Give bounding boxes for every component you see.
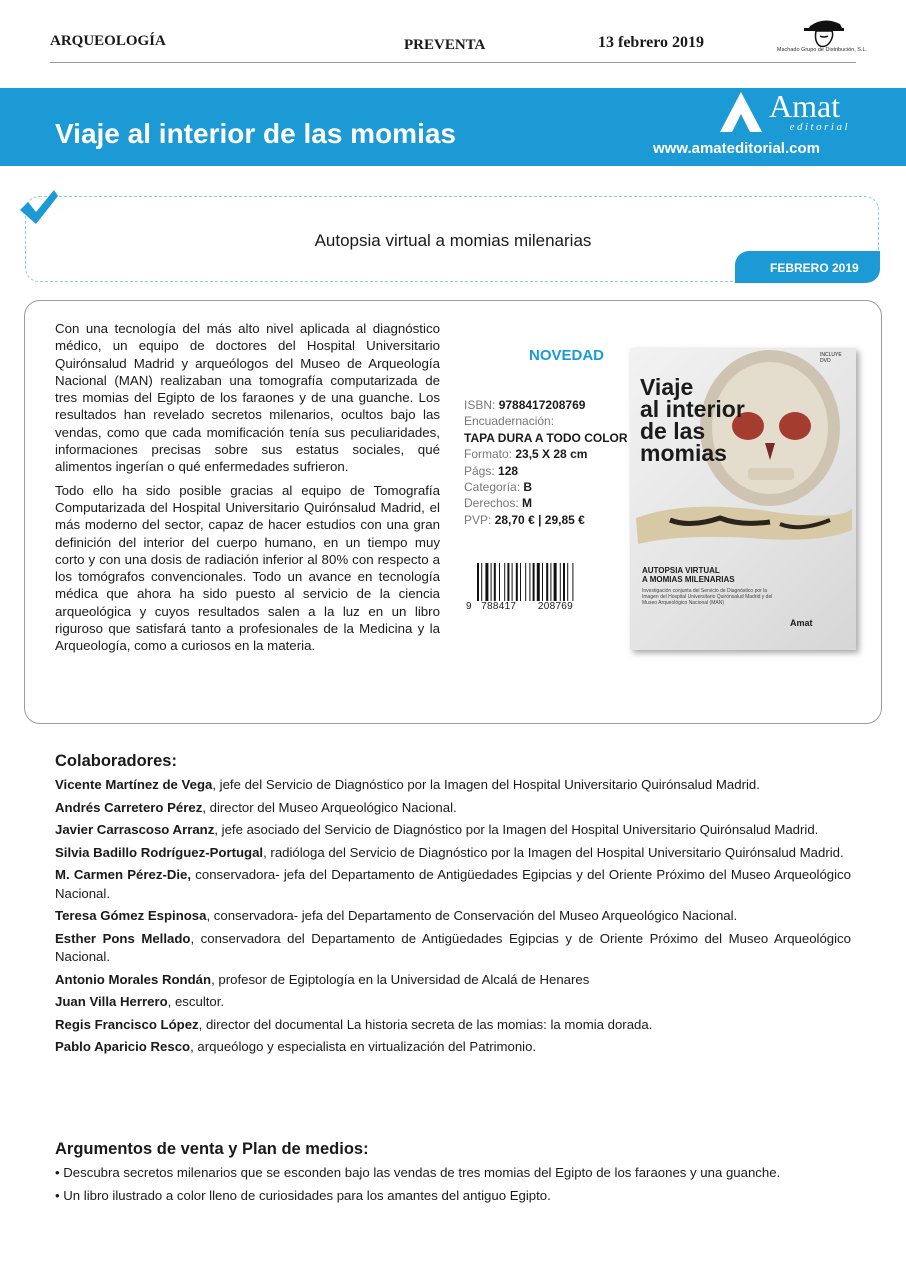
collaborator-item [55,930,851,966]
collaborator-name: Javier Carrascoso Arranz [55,822,215,838]
distributor-name: Machado Grupo de Distribución, S.L. [776,47,868,53]
book-specs [464,397,634,528]
header-divider [50,62,856,63]
collaborator-name: Esther Pons Mellado [55,930,191,946]
collaborator-name: Antonio Morales Rondán [55,971,212,987]
pages-value: 128 [498,463,519,478]
format-label: Formato: [464,447,513,462]
cover-logo: Amat [790,618,813,628]
collaborator-role: , radióloga del Servicio de Diagnóstico por la Imagen del Hospital Universitario Quirónsalud Madrid. [263,844,844,860]
cover-title-line: momias [640,440,727,466]
collaborator-item [55,821,851,839]
cover-subtitle [642,566,792,584]
arguments-list [55,1164,851,1209]
collaborator-item [55,971,851,989]
novedad-label: NOVEDAD [529,347,605,364]
publisher-sub: editorial [789,121,850,133]
description-paragraph: Todo ello ha sido posible gracias al equipo de Tomografía Computarizada del Hospital Universitario Quirónsalud Madrid, el más moderno del sector, capaz de hacer estudios con una gran definición del interior del cuerpo humano, en un tiempo muy corto y con una dosis de radiación inferior al 80% con respecto a los tomógrafos convencionales. Todo un avance en tecnología médica que ahora ha sido puesto al servicio de la ciencia arqueológica y cuyos resultados salen a la luz en un libro riguroso que satisfará tanto a profesionales de la Medicina y la Arqueología, como a curiosos en la materia. [55,482,440,654]
arguments-heading: Argumentos de venta y Plan de medios: [55,1140,369,1158]
barcode-digit-first: 9 [466,601,472,612]
argument-item: • Descubra secretos milenarios que se esconden bajo las vendas de tres momias del Egipto de los faraones y una guanche. [55,1165,781,1180]
collaborator-role: , jefe asociado del Servicio de Diagnóstico por la Imagen del Hospital Universitario Quirónsalud Madrid. [214,822,819,838]
collaborator-role: , director del Museo Arqueológico Nacional. [202,799,457,815]
collaborator-name: Vicente Martínez de Vega [55,777,213,792]
price-label: PVP: [464,512,492,527]
collaborator-name: Silvia Badillo Rodríguez-Portugal [55,844,264,860]
collaborator-item [55,799,851,817]
cover-dvd-label: INCLUYE DVD [820,352,842,364]
collaborator-item [55,866,851,902]
collaborator-role: , director del documental La historia secreta de las momias: la momia dorada. [198,1016,653,1032]
book-title: Viaje al interior de las momias [55,118,456,149]
month-label: FEBRERO 2019 [770,261,859,275]
collaborator-name: Teresa Gómez Espinosa [55,908,207,924]
cover-title-line: Viaje [640,374,694,400]
status-label: PREVENTA [404,37,486,53]
collaborator-name: Juan Villa Herrero [55,994,168,1010]
description-paragraph: Con una tecnología del más alto nivel aplicada al diagnóstico médico, un equipo de doctores del Hospital Universitario Quirónsalud Madrid y arqueólogos del Museo de Arqueología Nacional (MAN) realizaban una tomografía computarizada de tres momias del Egipto de los faraones y de una guanche. Los resultados han revelado secretos milenarios, ocultos bajo las vendas, como que cada momificación tenía sus peculiaridades, informaciones precisas sobre sus estatus sociales, qué alimentos ingerían o qué enfermedades sufrieron. [55,321,440,475]
cover-subtitle-line: AUTOPSIA VIRTUAL [642,566,720,575]
collaborator-item [55,1016,851,1034]
argument-item: • Un libro ilustrado a color lleno de curiosidades para los amantes del antiguo Egipto. [55,1187,551,1203]
amat-logo-icon [716,90,766,134]
isbn-value: 9788417208769 [498,398,586,412]
price-value: 28,70 € | 29,85 € [494,512,585,527]
barcode-digits-left: 788417 [481,601,517,612]
binding-value: TAPA DURA A TODO COLOR [464,430,628,445]
book-cover [630,348,856,650]
publisher-url[interactable]: www.amateditorial.com [653,140,820,157]
binding-label: Encuadernación: [464,414,555,429]
publisher-name: Amat [769,88,841,124]
barcode-icon [475,563,615,601]
collaborator-name: Regis Francisco López [55,1016,199,1032]
collaborator-role: , escultor. [167,994,225,1010]
barcode-digits-right: 208769 [537,601,574,612]
cover-title-line: al interior [640,396,745,422]
collaborator-item [55,907,851,925]
date-label: 13 febrero 2019 [598,34,705,51]
collaborator-role: , jefe del Servicio de Diagnóstico por la Imagen del Hospital Universitario Quirónsalud Madrid. [212,777,760,792]
collaborator-role: , profesor de Egiptología en la Universidad de Alcalá de Henares [211,971,590,987]
collaborator-name: M. Carmen Pérez-Die, [55,867,192,883]
book-subtitle: Autopsia virtual a momias milenarias [314,231,592,250]
collaborator-name: Andrés Carretero Pérez [55,799,203,815]
checkmark-icon [18,188,60,228]
rights-label: Derechos: [464,496,519,511]
collaborators-list [55,776,851,1061]
category-spec-value: B [523,480,533,495]
collaborator-item [55,844,851,862]
collaborator-item [55,993,851,1011]
category-spec-label: Categoría: [464,480,521,495]
cover-subtitle-line: A MOMIAS MILENARIAS [642,575,735,584]
collaborator-item [55,776,851,794]
format-value: 23,5 X 28 cm [515,447,588,462]
barcode-digits [466,601,573,612]
collaborator-role: , arqueólogo y especialista en virtualización del Patrimonio. [190,1039,537,1055]
collaborator-name: Pablo Aparicio Resco [55,1039,191,1055]
cover-title-line: de las [640,418,706,444]
cover-note: Investigación conjunta del Servicio de Diagnóstico por la Imagen del Hospital Universitario Quirónsalud Madrid y del Museo Arqueológico Nacional (MAN) [642,588,773,606]
cover-title [640,376,790,464]
collaborator-item [55,1038,851,1056]
collaborator-role: , conservadora del Departamento de Antigüedades Egipcias y de Oriente Próximo del Museo Arqueológico Nacional. [55,930,851,964]
collaborator-role: conservadora- jefa del Departamento de Antigüedades Egipcias y del Oriente Próximo del Museo Arqueológico Nacional. [55,867,851,901]
rights-value: M [522,496,533,511]
pages-label: Págs: [464,463,495,478]
collaborator-role: , conservadora- jefa del Departamento de Conservación del Museo Arqueológico Nacional. [206,908,738,924]
category-label: ARQUEOLOGÍA [50,33,166,49]
description [55,320,440,661]
collaborators-heading: Colaboradores: [55,752,177,770]
isbn-label: ISBN: [464,398,496,412]
